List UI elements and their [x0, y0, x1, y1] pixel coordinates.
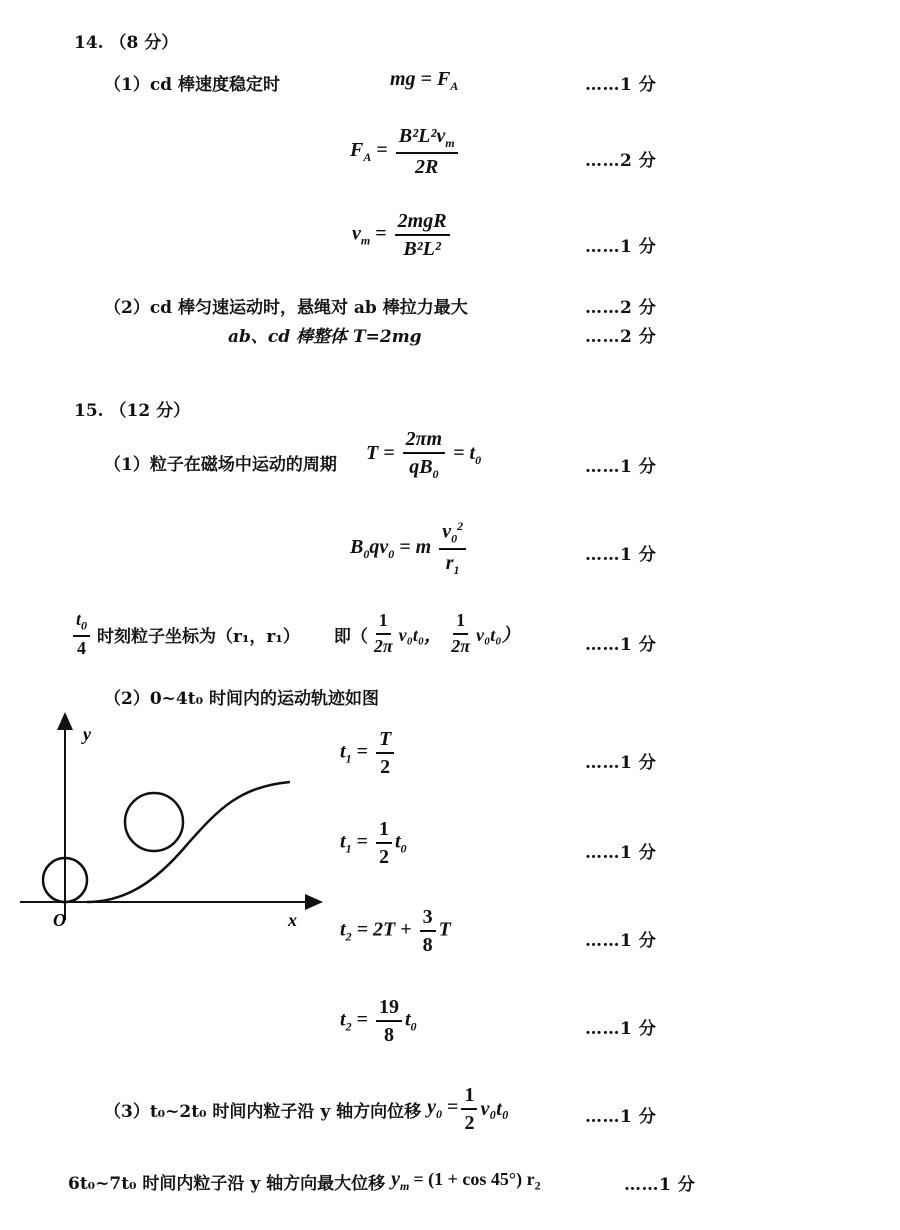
q15-t1b-fraction — [376, 818, 392, 868]
q15-eq2 — [350, 520, 469, 577]
q15-p3-num: 1 — [461, 1084, 477, 1110]
q15-p4-lhs-sub: m — [400, 1179, 410, 1193]
q14-eq2-numerator: B²L²v — [398, 125, 446, 147]
q15-t1b-den: 2 — [378, 846, 389, 868]
q15-eq2-fraction — [439, 520, 466, 577]
q15-score-1: ……1 分 — [585, 457, 657, 477]
q15-t2b-num: 19 — [376, 996, 402, 1022]
q15-t2b-fraction — [376, 996, 402, 1046]
q15-p3-den: 2 — [464, 1112, 475, 1134]
q14-eq1-sub: A — [450, 79, 459, 93]
q15-score-8: ……1 分 — [585, 1107, 657, 1127]
q15-t1a-lhs: t — [340, 740, 346, 763]
q14-score-3: ……1 分 — [585, 237, 657, 257]
q15-t2b-lhs-sub: 2 — [345, 1019, 352, 1034]
x-axis-label: x — [288, 910, 297, 930]
q15-eq1-fraction — [403, 428, 445, 481]
q15-eq2-mid-sub: 0 — [388, 547, 395, 562]
q15-coord-text: 时刻粒子坐标为（r₁，r₁） — [97, 626, 300, 647]
q15-t1b-lhs-sub: 1 — [345, 841, 352, 856]
q15-eq2-num-sub: 0 — [451, 531, 458, 546]
q15-coord-den: 4 — [77, 637, 86, 658]
q15-eq1-denominator: qB — [409, 456, 433, 478]
q15-eq2-mid: qv — [369, 536, 389, 559]
q15-t2-eq-a — [340, 906, 451, 956]
q15-coord-f1-num: 1 — [376, 611, 391, 635]
q15-coord-v1: v₀t₀， — [398, 625, 443, 646]
q15-p3-lhs: y — [427, 1096, 437, 1118]
q14-eq3-lhs-sub: m — [360, 233, 371, 248]
q15-t2b-lhs: t — [340, 1008, 346, 1031]
q14-eq3: $v_m$ = $\frac{\text{2mgR}}{\text{B²L²}}$ — [352, 210, 453, 260]
trajectory-figure — [15, 712, 325, 937]
q15-coord-t0-over-4 — [73, 610, 90, 659]
q15-score-7: ……1 分 — [585, 1019, 657, 1039]
q15-part1-label: （1）粒子在磁场中运动的周期 — [104, 455, 337, 475]
q15-coord-num: t — [76, 609, 82, 629]
q14-eq3-lhs: v — [352, 222, 361, 245]
q15-p4-lhs: y — [391, 1168, 401, 1190]
q15-coord-frac1 — [371, 611, 396, 657]
q15-eq1-numerator: 2πm — [403, 428, 445, 454]
q15-score-5: ……1 分 — [585, 843, 657, 863]
q14-part2-line2: ab、cd 棒整体 T=2mg — [228, 327, 422, 347]
q15-t2a-lhs: t — [340, 918, 346, 941]
q15-score-2: ……1 分 — [585, 545, 657, 565]
q15-t1a-lhs-sub: 1 — [345, 751, 352, 766]
q15-t1-eq-a: $t_1$ = $\frac{T}{2}$ — [340, 728, 397, 778]
q14-score-1: ……1 分 — [585, 75, 657, 95]
q15-t2b-rhs-sub: 0 — [410, 1019, 417, 1034]
origin-label: O — [53, 910, 66, 930]
q15-p3-rhs: v₀t₀ — [480, 1097, 509, 1120]
q15-t2a-fraction — [420, 906, 436, 956]
q15-eq2-numerator: v — [442, 520, 452, 543]
q15-t1b-lhs: t — [340, 830, 346, 853]
q15-eq2-denominator: r — [445, 551, 454, 574]
y-axis-label: y — [83, 724, 91, 744]
q15-t2a-den: 8 — [422, 934, 433, 956]
q15-eq1-rhs-sub: 0 — [475, 453, 482, 468]
q15-part3-line: （3）t₀~2t₀ 时间内粒子沿 y 轴方向位移 $y_0$ = $\frac{1}{2}$ v₀t₀ — [104, 1084, 509, 1134]
q15-t2a-lhs-sub: 2 — [345, 929, 352, 944]
q15-part2-label: （2）0~4t₀ 时间内的运动轨迹如图 — [104, 689, 379, 709]
large-circle-path — [125, 793, 183, 851]
q15-eq2-lhs-sub: 0 — [363, 547, 370, 562]
q15-score-3: ……1 分 — [585, 635, 657, 655]
q15-p3-fraction — [461, 1084, 477, 1134]
q15-part4-label: 6t₀~7t₀ 时间内粒子沿 y 轴方向最大位移 — [68, 1173, 386, 1194]
q15-eq1-rhs: = t — [453, 442, 476, 465]
q15-coordinate-line — [70, 610, 520, 659]
q14-eq2: $F_A$ = $\frac{B^2L^2v_m}{2R}$ — [350, 125, 461, 178]
q14-eq2-fraction — [396, 125, 458, 178]
q15-part4-line — [68, 1168, 541, 1194]
q15-score-4: ……1 分 — [585, 753, 657, 773]
q15-t2b-den: 8 — [383, 1024, 394, 1046]
q14-eq3-fraction — [395, 210, 450, 260]
q15-coord-num-sub: 0 — [81, 618, 88, 633]
q15-t1a-num: T — [376, 728, 394, 754]
q14-eq3-numerator: 2mgR — [395, 210, 450, 236]
q15-t2a-mid: = 2T + — [356, 918, 412, 941]
q15-p4-rhs-sub: 2 — [534, 1178, 541, 1193]
q15-p4-rhs: = (1 + cos 45°) r — [413, 1168, 535, 1189]
q14-eq2-denominator: 2R — [414, 156, 439, 179]
q14-heading: 14. （8 分） — [74, 33, 179, 53]
q15-eq1-den-sub: 0 — [432, 467, 439, 481]
q14-eq2-num-sub: m — [445, 136, 455, 150]
q15-coord-ie: 即（ — [333, 626, 368, 647]
q14-part2-label: （2）cd 棒匀速运动时，悬绳对 ab 棒拉力最大 — [104, 298, 468, 318]
q15-t1-eq-b: $t_1$ = $\frac{1}{2}$ $t_0$ — [340, 818, 407, 868]
q15-eq2-num-sup: 2 — [457, 519, 464, 533]
q15-score-6: ……1 分 — [585, 931, 657, 951]
q15-eq2-lhs: B — [350, 536, 364, 559]
q14-eq1-text: mg = F — [390, 68, 451, 90]
q15-coord-v2: v₀t₀） — [476, 625, 520, 646]
q15-part3-label: （3）t₀~2t₀ 时间内粒子沿 y 轴方向位移 — [104, 1101, 422, 1122]
q15-t2-eq-b: $t_2$ = $\frac{19}{8}$ $t_0$ — [340, 996, 417, 1046]
q15-coord-f1-den: 2π — [373, 636, 393, 657]
q15-t1b-num: 1 — [376, 818, 392, 844]
q14-eq2-lhs: F — [350, 139, 364, 162]
q14-score-5: ……2 分 — [585, 327, 657, 347]
q15-t1a-fraction — [376, 728, 394, 778]
q15-eq1-lhs: T = — [366, 442, 395, 465]
q15-t1b-rhs: t — [394, 830, 401, 853]
q15-p3-lhs-sub: 0 — [436, 1107, 443, 1121]
trajectory-curve — [87, 782, 290, 902]
q15-t1b-rhs-sub: 0 — [400, 841, 407, 856]
q14-score-4: ……2 分 — [585, 298, 657, 318]
q15-eq2-den-sub: 1 — [453, 562, 460, 577]
q15-eq1 — [366, 428, 481, 481]
q15-t1a-den: 2 — [380, 756, 391, 778]
q15-coord-frac2 — [448, 611, 473, 657]
q15-eq2-equals: = m — [399, 536, 432, 559]
q14-eq2-lhs-sub: A — [363, 150, 372, 165]
q15-score-9: ……1 分 — [624, 1175, 696, 1195]
q15-t2a-num: 3 — [420, 906, 436, 932]
q14-score-2: ……2 分 — [585, 151, 657, 171]
q15-coord-f2-num: 1 — [453, 611, 468, 635]
q15-t2a-rhs: T — [438, 918, 451, 941]
q15-t2b-rhs: t — [404, 1008, 411, 1031]
q15-heading: 15. （12 分） — [74, 401, 191, 421]
q15-coord-f2-den: 2π — [451, 636, 471, 657]
q14-eq3-denominator: B²L² — [403, 238, 441, 260]
q14-eq1 — [390, 68, 458, 94]
q14-part1-label: （1）cd 棒速度稳定时 — [104, 75, 280, 95]
